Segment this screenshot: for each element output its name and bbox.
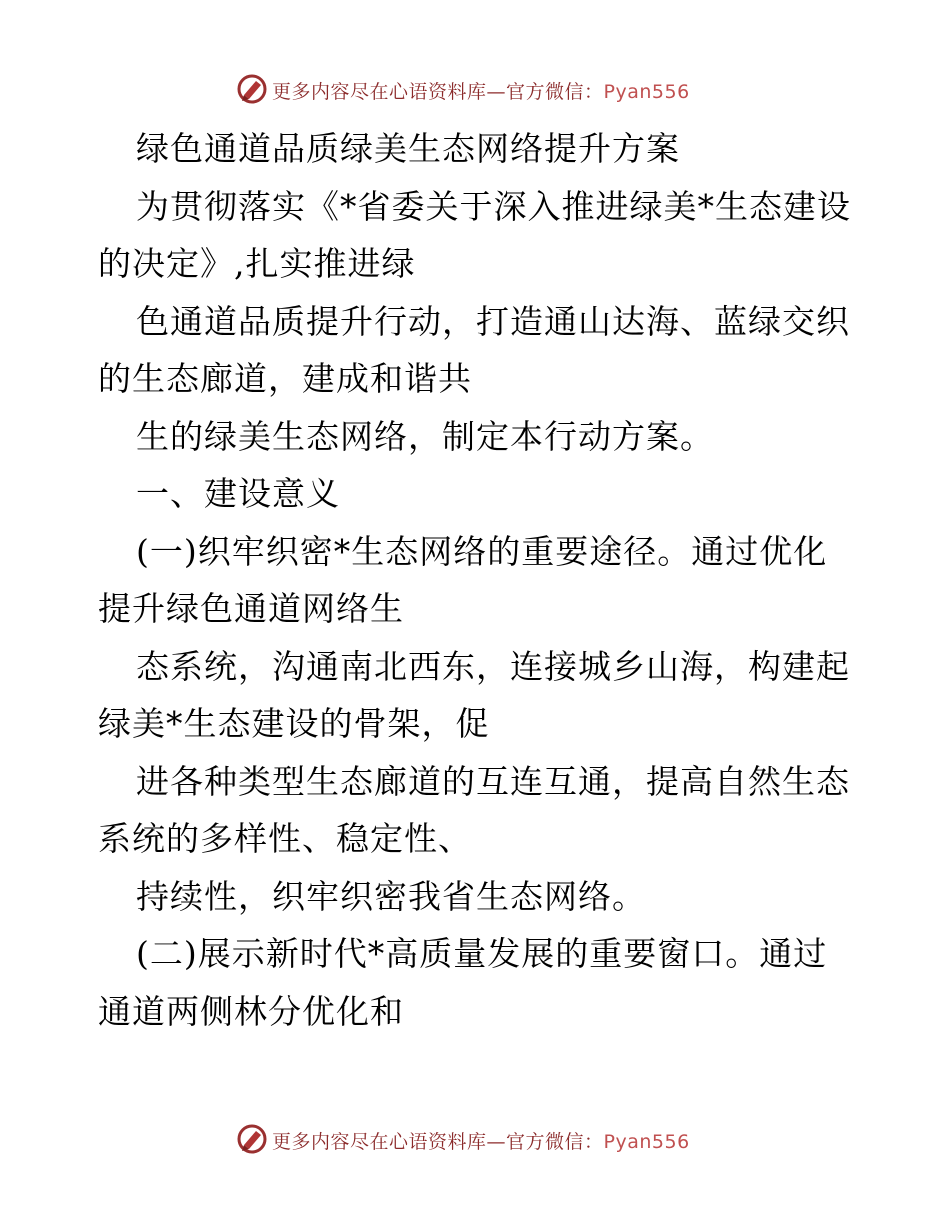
header-wechat-label: 官方微信：	[506, 81, 604, 103]
header-watermark-text	[272, 77, 690, 104]
doc-line: 为贯彻落实《*省委关于深入推进绿美*生态建设	[136, 186, 851, 226]
doc-line: (二)展示新时代*高质量发展的重要窗口。通过	[136, 934, 828, 973]
doc-title: 绿色通道品质绿美生态网络提升方案	[136, 129, 680, 168]
doc-line: 的生态廊道，建成和谐共	[98, 359, 472, 398]
doc-line: 色通道品质提升行动，打造通山达海、蓝绿交织	[136, 301, 850, 341]
doc-line: (一)织牢织密*生态网络的重要途径。通过优化	[136, 531, 828, 571]
doc-line: 提升绿色通道网络生	[98, 589, 404, 628]
pen-logo-icon	[236, 1123, 268, 1155]
footer-separator: —	[486, 1131, 507, 1153]
doc-line: 的决定》,扎实推进绿	[98, 244, 416, 283]
footer-brand: 更多内容尽在心语资料库	[272, 1131, 487, 1153]
doc-line: 持续性，织牢织密我省生态网络。	[136, 876, 646, 916]
header-brand: 更多内容尽在心语资料库	[272, 81, 487, 103]
header-watermark-banner	[0, 70, 950, 110]
footer-watermark-banner	[0, 1120, 950, 1160]
section-heading: 一、建设意义	[136, 474, 340, 513]
pen-logo-icon	[236, 73, 268, 105]
footer-wechat-id: Pyan556	[603, 1131, 690, 1153]
document-body	[98, 120, 858, 1040]
doc-line: 通道两侧林分优化和	[98, 991, 404, 1031]
footer-watermark-text	[272, 1127, 690, 1154]
doc-line: 进各种类型生态廊道的互连互通，提高自然生态	[136, 761, 850, 801]
doc-line: 系统的多样性、稳定性、	[98, 819, 472, 858]
doc-line: 生的绿美生态网络，制定本行动方案。	[136, 416, 714, 456]
footer-wechat-label: 官方微信：	[506, 1131, 604, 1153]
header-separator: —	[486, 81, 507, 103]
header-wechat-id: Pyan556	[603, 81, 690, 103]
doc-line: 绿美*生态建设的骨架，促	[98, 704, 490, 743]
doc-line: 态系统，沟通南北西东，连接城乡山海，构建起	[136, 646, 850, 686]
